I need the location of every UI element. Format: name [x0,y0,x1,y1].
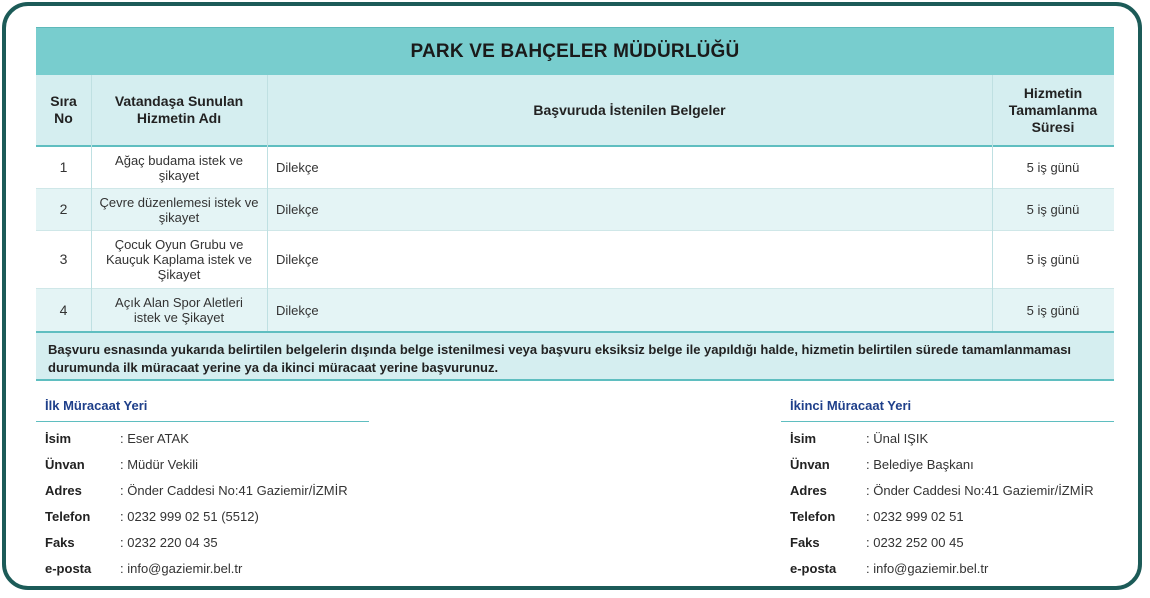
row-name-line: Çocuk Oyun Grubu ve [114,237,244,252]
first-contact-rule [36,421,369,422]
header-name-line1: Vatandaşa Sunulan [114,93,244,109]
row-name-line: Çevre düzenlemesi istek ve [99,194,259,210]
row-no: 3 [59,251,68,267]
first-phone-value: : 0232 999 02 51 (5512) [120,509,259,524]
second-email-value: : info@gaziemir.bel.tr [866,561,989,576]
header-no-line1: Sıra [50,93,77,109]
row-name-line: şikayet [158,167,200,183]
table-row [36,189,1114,231]
table-row [36,147,1114,189]
first-phone-label: Telefon [45,509,91,524]
row-no: 2 [59,201,68,217]
first-title-value: : Müdür Vekili [120,457,199,472]
row-duration: 5 iş günü [1026,252,1080,267]
second-address-value: : Önder Caddesi No:41 Gaziemir/İZMİR [866,483,1094,498]
table-row [36,231,1114,289]
row-documents: Dilekçe [276,160,319,175]
second-name-value: : Ünal IŞIK [866,431,929,446]
header-duration [992,75,1114,145]
row-service-name [91,231,267,288]
header-time-line1: Hizmetin [1023,84,1083,101]
header-service-name [91,75,267,145]
second-contact-rule [781,421,1114,422]
row-name-line: istek ve Şikayet [133,310,225,325]
info-note: Başvuru esnasında yukarıda belirtilen belgelerin dışında belge istenilmesi veya başvuru eksiksiz belge ile yapıldığı halde, hizmetin belirtilen sürede tamamlanmaması durumunda ilk müracaat yerine ya da ikinci müracaat yerine başvurunuz. [36,333,1114,381]
row-no: 1 [59,159,68,175]
row-name-line: Açık Alan Spor Aletleri [115,295,243,310]
first-email-label: e-posta [45,561,92,576]
row-duration: 5 iş günü [1026,202,1080,217]
column-separator [267,75,268,331]
second-address-label: Adres [790,483,827,498]
second-contact-heading: İkinci Müracaat Yeri [790,398,912,413]
row-documents: Dilekçe [276,202,319,217]
second-name-label: İsim [790,431,817,446]
header-time-line3: Süresi [1031,118,1075,135]
first-title-label: Ünvan [45,457,85,472]
header-time-line2: Tamamlanma [1008,101,1098,118]
second-title-label: Ünvan [790,457,830,472]
first-contact-heading: İlk Müracaat Yeri [45,398,148,413]
first-address-label: Adres [45,483,82,498]
header-documents [267,75,992,145]
header-no [36,75,91,145]
second-phone-value: : 0232 999 02 51 [866,509,964,524]
table-row [36,289,1114,331]
header-documents-label: Başvuruda İstenilen Belgeler [533,101,726,118]
first-name-label: İsim [45,431,72,446]
second-phone-label: Telefon [790,509,836,524]
first-email-value: : info@gaziemir.bel.tr [120,561,243,576]
row-service-name [91,289,267,331]
row-documents: Dilekçe [276,302,319,318]
header-name-line2: Hizmetin Adı [136,110,222,126]
column-separator [992,75,993,331]
row-name-line: şikayet [158,209,200,225]
second-title-value: : Belediye Başkanı [866,457,974,472]
row-service-name [91,147,267,188]
second-fax-label: Faks [790,535,820,550]
row-documents: Dilekçe [276,252,319,267]
column-separator [91,75,92,331]
row-service-name [91,189,267,230]
first-fax-label: Faks [45,535,75,550]
row-duration: 5 iş günü [1026,302,1080,318]
row-name-line: Ağaç budama istek ve [115,152,243,168]
first-address-value: : Önder Caddesi No:41 Gaziemir/İZMİR [120,483,348,498]
row-no: 4 [59,301,68,318]
first-fax-value: : 0232 220 04 35 [120,535,218,550]
second-email-label: e-posta [790,561,837,576]
first-name-value: : Eser ATAK [120,431,189,446]
row-name-line: Kauçuk Kaplama istek ve [106,252,252,267]
header-no-line2: No [54,110,73,126]
row-name-line: Şikayet [157,267,201,282]
row-duration: 5 iş günü [1026,160,1080,175]
page-title: PARK VE BAHÇELER MÜDÜRLÜĞÜ [36,27,1114,76]
second-fax-value: : 0232 252 00 45 [866,535,964,550]
